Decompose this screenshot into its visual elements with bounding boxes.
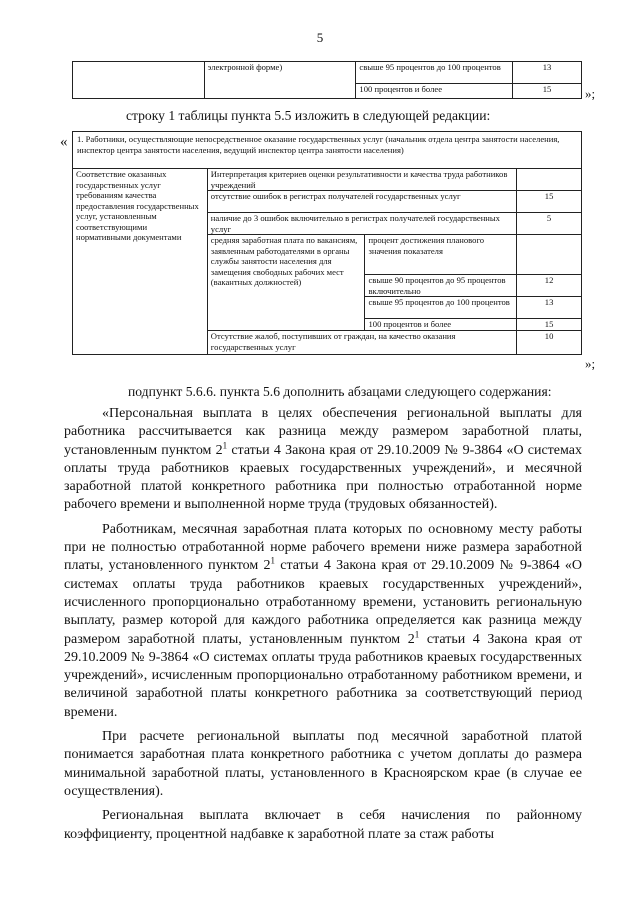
- instruction-1: строку 1 таблицы пункта 5.5 изложить в следующей редакции:: [126, 108, 491, 123]
- paragraph-3: При расчете региональной выплаты под месячной заработной платой понимается заработная плата конкретного работника с учетом доплаты до размера минимальной заработной платы, установленного в Красноярском крае (в случае ее осуществления).: [64, 729, 582, 799]
- table-cell: [73, 62, 205, 99]
- table-cell: процент достижения планового значения показателя: [365, 235, 517, 275]
- page-number: 5: [316, 30, 324, 45]
- top-table: [72, 61, 582, 99]
- table-cell: 100 процентов и более: [365, 319, 517, 331]
- table-cell: электронной форме): [204, 62, 356, 99]
- table-cell: свыше 95 процентов до 100 процентов: [356, 62, 513, 84]
- table-cell-value: 5: [517, 213, 582, 235]
- main-table: [72, 131, 582, 355]
- table-cell: Интерпретация критериев оценки результативности и качества труда работников учреждений: [207, 169, 516, 191]
- closing-quote-2: »;: [585, 356, 596, 371]
- table-row: [73, 169, 582, 191]
- paragraph-4: Региональная выплата включает в себя начисления по районному коэффициенту, процентной надбавке к заработной плате за стаж работы: [64, 808, 582, 842]
- table-cell-value: 12: [517, 275, 582, 297]
- table-cell: свыше 95 процентов до 100 процентов: [365, 297, 517, 319]
- body-text: [64, 405, 582, 844]
- table-cell-value: 15: [517, 191, 582, 213]
- opening-quote: «: [60, 134, 68, 150]
- table-cell-value: 10: [517, 331, 582, 355]
- instruction-2: подпункт 5.6.6. пункта 5.6 дополнить абзацами следующего содержания:: [128, 384, 552, 399]
- table-cell: отсутствие ошибок в регистрах получателей государственных услуг: [207, 191, 516, 213]
- table-cell-value: 13: [513, 62, 582, 84]
- table-cell-value: 15: [517, 319, 582, 331]
- table-cell: [517, 235, 582, 275]
- table-cell: свыше 90 процентов до 95 процентов включительно: [365, 275, 517, 297]
- table-row: [73, 132, 582, 169]
- table-cell: наличие до 3 ошибок включительно в регистрах получателей государственных услуг: [207, 213, 516, 235]
- table-cell: средняя заработная плата по вакансиям, заявленным работодателями в органы службы занятости населения для замещения свободных рабочих мест (вакантных должностей): [207, 235, 365, 331]
- paragraph-1: «Персональная выплата в целях обеспечения региональной выплаты для работника рассчитывается как разница между размером заработной платы, установленным пунктом $2^1$ статьи 4 Закона края от 29.10.2009 № 9-3864 «О системах оплаты труда работников краевых государственных учреждений», и месячной заработной платой конкретного работника при полностью отработанной норме рабочего времени и выполненной норме труда (трудовых обязанностей).: [64, 406, 582, 513]
- table-cell-value: 15: [513, 84, 582, 99]
- table-cell-value: 13: [517, 297, 582, 319]
- table-row: [73, 62, 582, 84]
- criteria-cell: Соответствие оказанных государственных услуг требованиям качества предоставления государственных услуг, установленным соответствующими нормативными документами: [73, 169, 208, 355]
- table-header-cell: 1. Работники, осуществляющие непосредственное оказание государственных услуг (начальник отдела центра занятости населения, инспектор центра занятости населения, ведущий инспектор центра занятости населения): [73, 132, 582, 169]
- paragraph-2: Работникам, месячная заработная плата которых по основному месту работы при не полностью отработанной норме рабочего времени ниже размера заработной платы, установленного пунктом $2^1$ статьи 4 Закона края от 29.10.2009 № 9-3864 «О системах оплаты труда работников краевых государственных учреждений», исчисленного пропорционально отработанному времени, установить региональную выплату, размер которой для каждого работника определяется как разница между размером заработной платы, установленным пунктом $2^1$ статьи 4 Закона края от 29.10.2009 № 9-3864 «О системах оплаты труда работников краевых государственных учреждений», исчисленным пропорционально отработанному работником времени, и величиной заработной платы конкретного работника за соответствующий период времени.: [64, 521, 583, 720]
- table-cell: 100 процентов и более: [356, 84, 513, 99]
- table-cell: [517, 169, 582, 191]
- table-cell: Отсутствие жалоб, поступивших от граждан, на качество оказания государственных услуг: [207, 331, 516, 355]
- closing-quote-1: »;: [585, 86, 596, 101]
